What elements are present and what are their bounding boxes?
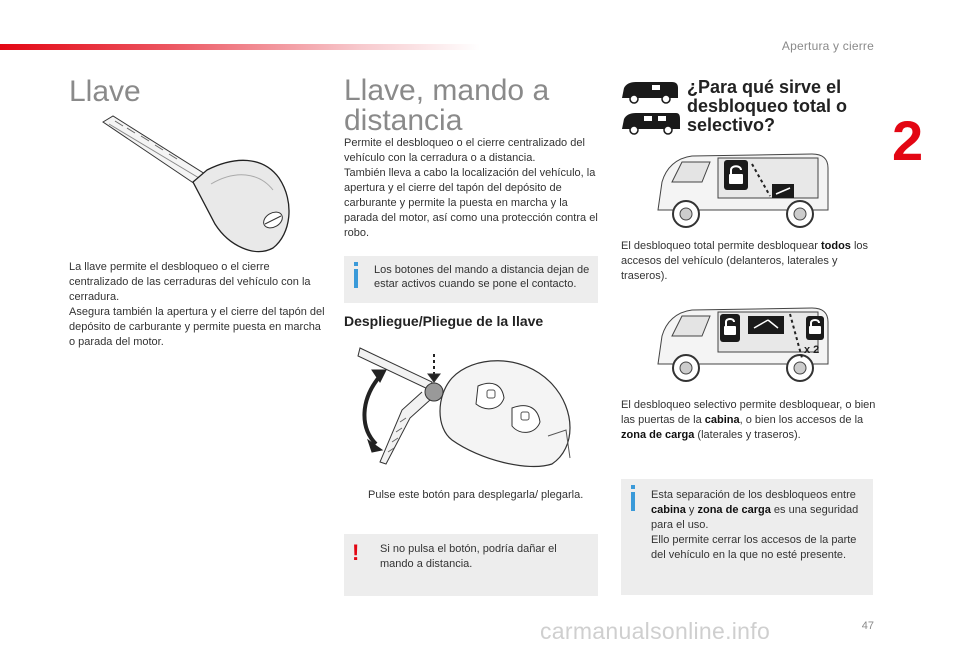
van-icon-short bbox=[620, 80, 680, 104]
subheading-despliegue: Despliegue/Pliegue de la llave bbox=[344, 313, 544, 329]
sep-text-e: es una seguridad para el uso. Ello permite cerrar los accesos de la parte del vehículo en la que no esté presente. bbox=[651, 504, 859, 561]
info-icon bbox=[629, 485, 637, 511]
heading-llave-mando: Llave, mando a distancia bbox=[344, 74, 550, 137]
header-accent-bar bbox=[0, 44, 480, 50]
sep-text-b: cabina bbox=[651, 504, 686, 516]
paragraph-llave: La llave permite el desbloqueo o el cierre centralizado de las cerraduras del vehículo con la cerradura. Asegura también la apertura y el cierre del tapón del depósito de carburante y permite puesta en marcha o parada del motor. bbox=[69, 261, 325, 348]
chapter-number: 2 bbox=[892, 109, 924, 172]
watermark: carmanualsonline.info bbox=[540, 618, 771, 644]
paragraph-total-unlock bbox=[621, 239, 881, 284]
sep-text-a: Esta separación de los desbloqueos entre bbox=[651, 489, 856, 501]
warning-text: Si no pulsa el botón, podría dañar el mando a distancia. bbox=[380, 543, 557, 570]
total-text-a: El desbloqueo total permite desbloquear bbox=[621, 240, 821, 252]
heading-desbloqueo: ¿Para qué sirve el desbloqueo total o selectivo? bbox=[687, 77, 847, 135]
total-text-b: todos bbox=[820, 240, 851, 252]
warning-icon: ! bbox=[352, 540, 360, 565]
info-note-text: Los botones del mando a distancia dejan de estar activos cuando se pone el contacto. bbox=[374, 264, 590, 290]
paragraph-mando: Permite el desbloqueo o el cierre centralizado del vehículo con la cerradura o a distancia. También lleva a cabo la localización del vehículo, la apertura y el cierre del tapón del depósito de carburante y permite la puesta en marcha y la parada del motor, así como una protección contra el robo. bbox=[344, 137, 598, 239]
sep-text-c: y bbox=[685, 504, 698, 516]
page-number: 47 bbox=[861, 620, 874, 632]
info-icon bbox=[352, 262, 360, 288]
sep-text-d: zona de carga bbox=[697, 504, 771, 516]
selective-text-a: El desbloqueo selectivo permite desbloquear, o bien las puertas de la bbox=[621, 399, 876, 426]
paragraph-selective-unlock bbox=[621, 398, 881, 443]
info-note-separation-text bbox=[651, 488, 865, 563]
bullet-text: Pulse este botón para desplegarla/ plegarla. bbox=[368, 489, 584, 501]
selective-text-d: zona de carga bbox=[621, 429, 695, 441]
badge-x2: x 2 bbox=[804, 344, 820, 356]
total-text-c: los accesos del vehículo (delanteros, laterales y traseros). bbox=[621, 240, 869, 282]
selective-text-e: (laterales y traseros). bbox=[694, 429, 801, 441]
info-note-separation bbox=[621, 479, 873, 595]
van-icon-long bbox=[620, 111, 682, 135]
heading-llave: Llave bbox=[69, 75, 141, 108]
selective-text-c: , o bien los accesos de la bbox=[739, 414, 864, 426]
remote-key-illustration bbox=[352, 340, 592, 470]
info-note-buttons bbox=[344, 256, 598, 303]
van-total-unlock-illustration bbox=[652, 152, 832, 234]
warning-note bbox=[344, 534, 598, 596]
selective-text-b: cabina bbox=[704, 414, 740, 426]
key-illustration bbox=[95, 112, 305, 262]
section-title: Apertura y cierre bbox=[781, 39, 874, 53]
